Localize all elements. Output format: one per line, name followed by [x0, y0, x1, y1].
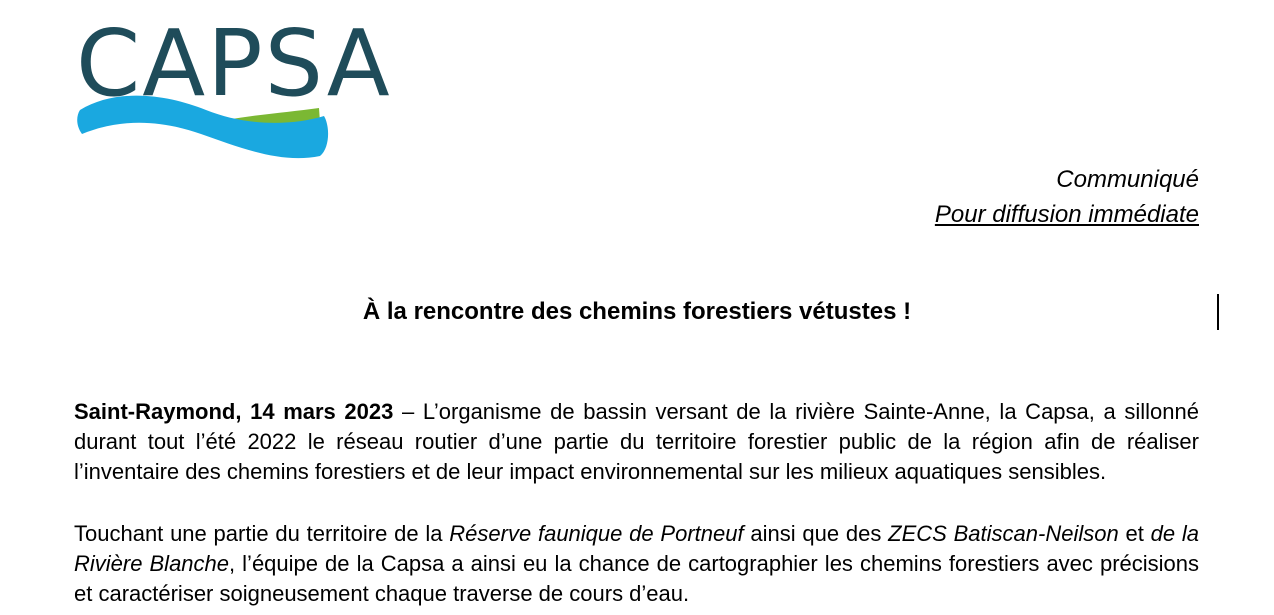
logo-wave-icon	[76, 18, 332, 162]
p2-italic-2: ZECS Batiscan-Neilson	[888, 521, 1119, 546]
p2-italic-3: de la Rivière Blanche	[74, 521, 1200, 576]
p2-text-4: , l’équipe de la Capsa a ainsi eu la chance de cartographier les chemins forestiers avec précisions et caractériser soigneusement chaque traverse de cours d’eau.	[74, 551, 1200, 606]
document-title: À la rencontre des chemins forestiers vétustes !	[362, 298, 912, 325]
p2-italic-1: Réserve faunique de Portneuf	[449, 521, 744, 546]
paragraph-1	[74, 397, 1199, 487]
capsa-logo	[76, 10, 392, 162]
logo-text: CAPSA	[76, 10, 392, 117]
paragraph-1-text: – L’organisme de bassin versant de la rivière Sainte-Anne, la Capsa, a sillonné durant tout l’été 2022 le réseau routier d’une partie du territoire forestier public de la région afin de réaliser l’inventaire des chemins forestiers et de leur impact environnemental sur les milieux aquatiques sensibles.	[74, 399, 1199, 484]
communique-label: Communiqué	[1056, 166, 1199, 193]
paragraph-2	[74, 519, 1199, 609]
p2-text-3: et	[1118, 521, 1151, 546]
diffusion-label: Pour diffusion immédiate	[934, 201, 1199, 228]
p2-text-2: ainsi que des	[743, 521, 889, 546]
dateline: Saint-Raymond, 14 mars 2023	[74, 399, 394, 424]
release-header	[935, 162, 1199, 232]
p2-text-1: Touchant une partie du territoire de la	[74, 521, 450, 546]
